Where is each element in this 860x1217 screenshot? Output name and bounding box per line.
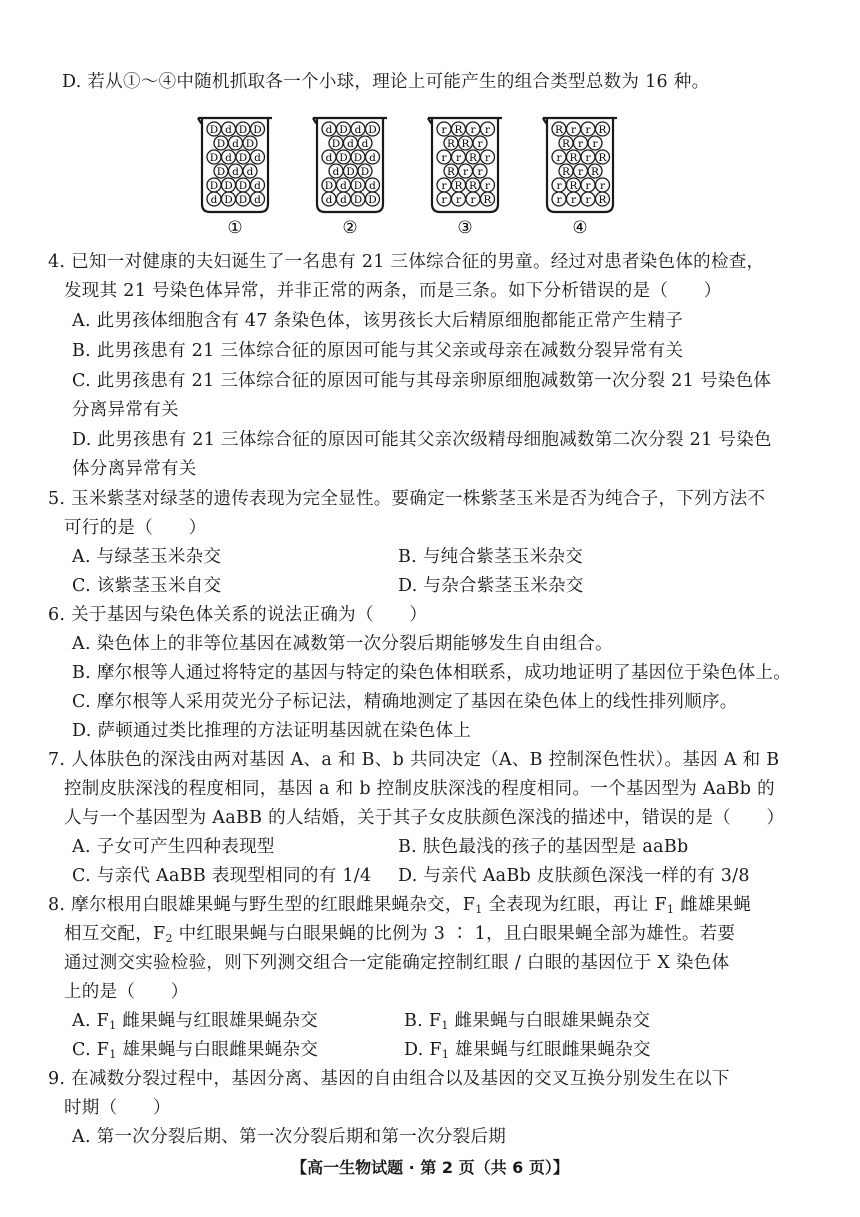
ball-letter: d: [340, 180, 347, 192]
ball-letter: D: [238, 180, 248, 192]
ball-letter: r: [441, 152, 447, 164]
q6-option-b: B. 摩尔根等人通过将特定的基因与特定的染色体相联系，成功地证明了基因位于染色体上。: [72, 663, 792, 683]
beaker-label: ①: [227, 218, 243, 237]
q4-option-c-line2: 分离异常有关: [72, 400, 179, 420]
ball-letter: D: [216, 138, 226, 150]
ball-letter: R: [569, 152, 578, 164]
ball-letter: R: [555, 124, 563, 136]
q8-stem-line4: 上的是（ ）: [64, 982, 189, 1002]
ball-letter: r: [570, 194, 577, 206]
q6-stem: 6. 关于基因与染色体关系的说法正确为（ ）: [48, 605, 428, 625]
q8-option-d: D. $F_1$ 雄果蝇与红眼雌果蝇杂交: [404, 1040, 651, 1061]
q8-option-a: A. $F_1$ 雌果蝇与红眼雄果蝇杂交: [72, 1011, 319, 1032]
q8-stem-line1: 8. 摩尔根用白眼雄果蝇与野生型的红眼雌果蝇杂交，$F_1$ 全表现为红眼，再让 $F_1$ 雌雄果蝇: [48, 895, 752, 916]
beaker-label: ④: [572, 218, 588, 237]
ball-letter: r: [577, 138, 584, 150]
q4-stem-line2: 发现其 21 号染色体异常，并非正常的两条，而是三条。如下分析错误的是（ ）: [64, 281, 722, 301]
ball-letter: R: [447, 138, 455, 150]
ball-letter: r: [441, 180, 447, 192]
ball-letter: d: [361, 138, 369, 150]
ball-letter: D: [253, 124, 262, 136]
ball-letter: R: [483, 194, 492, 206]
q8-option-b: B. $F_1$ 雌果蝇与白眼雄果蝇杂交: [404, 1011, 651, 1032]
ball-letter: r: [585, 194, 591, 206]
q5-option-c: C. 该紫茎玉米自交: [72, 576, 222, 596]
ball-letter: R: [562, 138, 570, 150]
ball-letter: R: [562, 166, 570, 178]
ball-letter: r: [570, 124, 577, 136]
ball-letter: R: [469, 152, 477, 164]
ball-letter: D: [209, 124, 219, 136]
ball-letter: r: [484, 180, 491, 192]
ball-letter: d: [232, 166, 239, 178]
beaker-2: [307, 112, 393, 237]
ball-letter: d: [254, 180, 261, 192]
beaker-3: [422, 112, 508, 237]
q4-option-b: B. 此男孩患有 21 三体综合征的原因可能与其父亲或母亲在减数分裂异常有关: [72, 341, 684, 361]
ball-letter: R: [598, 124, 607, 136]
ball-letter: D: [339, 124, 348, 136]
q5-option-b: B. 与纯合紫茎玉米杂交: [398, 547, 584, 567]
ball-letter: d: [254, 152, 261, 164]
ball-letter: R: [569, 180, 578, 192]
q7-option-c: C. 与亲代 AaBB 表现型相同的有 1/4: [72, 866, 372, 886]
ball-letter: R: [454, 180, 463, 192]
ball-letter: r: [441, 124, 447, 136]
ball-letter: r: [556, 194, 562, 206]
ball-letter: r: [484, 152, 491, 164]
beaker-4: [537, 112, 623, 237]
q5-stem-line1: 5. 玉米紫茎对绿茎的遗传表现为完全显性。要确定一株紫茎玉米是否为纯合子，下列方法不: [48, 489, 766, 509]
ball-letter: r: [455, 152, 462, 164]
ball-letter: r: [585, 180, 591, 192]
ball-letter: r: [585, 152, 591, 164]
beaker-figure: [180, 112, 620, 237]
ball-letter: d: [347, 138, 354, 150]
ball-letter: D: [339, 152, 348, 164]
ball-letter: d: [246, 166, 254, 178]
ball-letter: D: [238, 152, 248, 164]
ball-letter: D: [331, 138, 341, 150]
q9-stem-line1: 9. 在减数分裂过程中，基因分离、基因的自由组合以及基因的交叉互换分别发生在以下: [48, 1069, 730, 1089]
ball-letter: d: [254, 194, 261, 206]
q8-stem-line2: 相互交配，$F_2$ 中红眼果蝇与白眼果蝇的比例为 3 ∶ 1，且白眼果蝇全部为雄性。若要: [64, 924, 736, 945]
ball-letter: r: [556, 180, 562, 192]
ball-letter: D: [324, 180, 334, 192]
ball-letter: d: [369, 152, 376, 164]
ball-letter: D: [353, 194, 363, 206]
ball-letter: r: [477, 138, 483, 150]
ball-letter: D: [360, 166, 370, 178]
q7-stem-line1: 7. 人体肤色的深浅由两对基因 A、a 和 B、b 共同决定（A、B 控制深色性状）。基因 A 和 B: [48, 750, 780, 770]
ball-letter: r: [462, 166, 469, 178]
ball-letter: R: [461, 138, 470, 150]
ball-letter: r: [585, 124, 591, 136]
ball-letter: R: [598, 152, 607, 164]
ball-letter: r: [441, 194, 447, 206]
q4-option-d-line2: 体分离异常有关: [72, 459, 197, 479]
ball-letter: D: [353, 152, 363, 164]
q4-option-d-line1: D. 此男孩患有 21 三体综合征的原因可能其父亲次级精母细胞减数第二次分裂 21 号染色: [72, 430, 772, 450]
q8-option-c: C. $F_1$ 雄果蝇与白眼雌果蝇杂交: [72, 1040, 319, 1061]
q6-option-d: D. 萨顿通过类比推理的方法证明基因就在染色体上: [72, 721, 472, 741]
ball-letter: r: [556, 152, 562, 164]
ball-letter: d: [225, 124, 232, 136]
ball-letter: d: [225, 152, 232, 164]
ball-letter: D: [238, 194, 248, 206]
q6-option-a: A. 染色体上的非等位基因在减数第一次分裂后期能够发生自由组合。: [72, 634, 613, 654]
q5-option-d: D. 与杂合紫茎玉米杂交: [398, 576, 584, 596]
ball-letter: R: [598, 194, 607, 206]
beaker-1: [192, 112, 278, 237]
ball-letter: d: [325, 194, 333, 206]
q7-option-d: D. 与亲代 AaBb 皮肤颜色深浅一样的有 3/8: [398, 866, 750, 886]
ball-letter: D: [368, 194, 377, 206]
ball-letter: r: [455, 194, 462, 206]
beaker-label: ②: [342, 218, 358, 237]
ball-letter: D: [238, 124, 248, 136]
ball-letter: r: [484, 124, 491, 136]
q3-option-d: D. 若从①～④中随机抓取各一个小球，理论上可能产生的组合类型总数为 16 种。: [62, 72, 710, 92]
q7-stem-line3: 人与一个基因型为 AaBB 的人结婚，关于其子女皮肤颜色深浅的描述中，错误的是（ ）: [64, 808, 785, 828]
ball-letter: D: [346, 166, 355, 178]
ball-letter: r: [599, 180, 606, 192]
ball-letter: d: [369, 180, 376, 192]
q5-stem-line2: 可行的是（ ）: [64, 518, 207, 538]
ball-letter: r: [470, 124, 476, 136]
q8-stem-line3: 通过测交实验检验，则下列测交组合一定能确定控制红眼 / 白眼的基因位于 X 染色体: [64, 953, 730, 973]
ball-letter: d: [325, 124, 333, 136]
ball-letter: R: [447, 166, 455, 178]
ball-letter: D: [224, 194, 233, 206]
q7-option-b: B. 肤色最浅的孩子的基因型是 aaBb: [398, 837, 689, 857]
ball-letter: D: [209, 180, 219, 192]
ball-letter: d: [210, 194, 218, 206]
ball-letter: D: [216, 166, 226, 178]
q4-option-c-line1: C. 此男孩患有 21 三体综合征的原因可能与其母亲卵原细胞减数第一次分裂 21 号染色体: [72, 371, 772, 391]
ball-letter: r: [592, 138, 598, 150]
ball-letter: r: [577, 166, 584, 178]
q6-option-c: C. 摩尔根等人采用荧光分子标记法，精确地测定了基因在染色体上的线性排列顺序。: [72, 692, 738, 712]
ball-letter: D: [209, 152, 219, 164]
ball-letter: R: [454, 124, 463, 136]
ball-letter: d: [325, 152, 333, 164]
ball-letter: D: [368, 124, 377, 136]
ball-letter: r: [470, 194, 476, 206]
q7-option-a: A. 子女可产生四种表现型: [72, 837, 275, 857]
q7-stem-line2: 控制皮肤深浅的程度相同，基因 a 和 b 控制皮肤深浅的程度相同。一个基因型为 AaBb 的: [64, 779, 775, 799]
ball-letter: R: [591, 166, 599, 178]
beaker-label: ③: [457, 218, 473, 237]
q4-stem-line1: 4. 已知一对健康的夫妇诞生了一名患有 21 三体综合征的男童。经过对患者染色体的检查，: [48, 252, 765, 272]
ball-letter: d: [232, 138, 239, 150]
ball-letter: d: [332, 166, 340, 178]
q5-option-a: A. 与绿茎玉米杂交: [72, 547, 222, 567]
ball-letter: D: [245, 138, 255, 150]
q9-stem-line2: 时期（ ）: [64, 1098, 171, 1118]
ball-letter: r: [477, 166, 483, 178]
ball-letter: R: [469, 180, 477, 192]
q9-option-a: A. 第一次分裂后期、第一次分裂后期和第一次分裂后期: [72, 1127, 507, 1147]
page-footer: 【高一生物试题 · 第 2 页（共 6 页）】: [291, 1158, 569, 1177]
ball-letter: d: [354, 124, 362, 136]
ball-letter: D: [353, 180, 363, 192]
ball-letter: d: [340, 194, 347, 206]
ball-letter: D: [224, 180, 233, 192]
q4-option-a: A. 此男孩体细胞含有 47 条染色体，该男孩长大后精原细胞都能正常产生精子: [72, 311, 684, 331]
